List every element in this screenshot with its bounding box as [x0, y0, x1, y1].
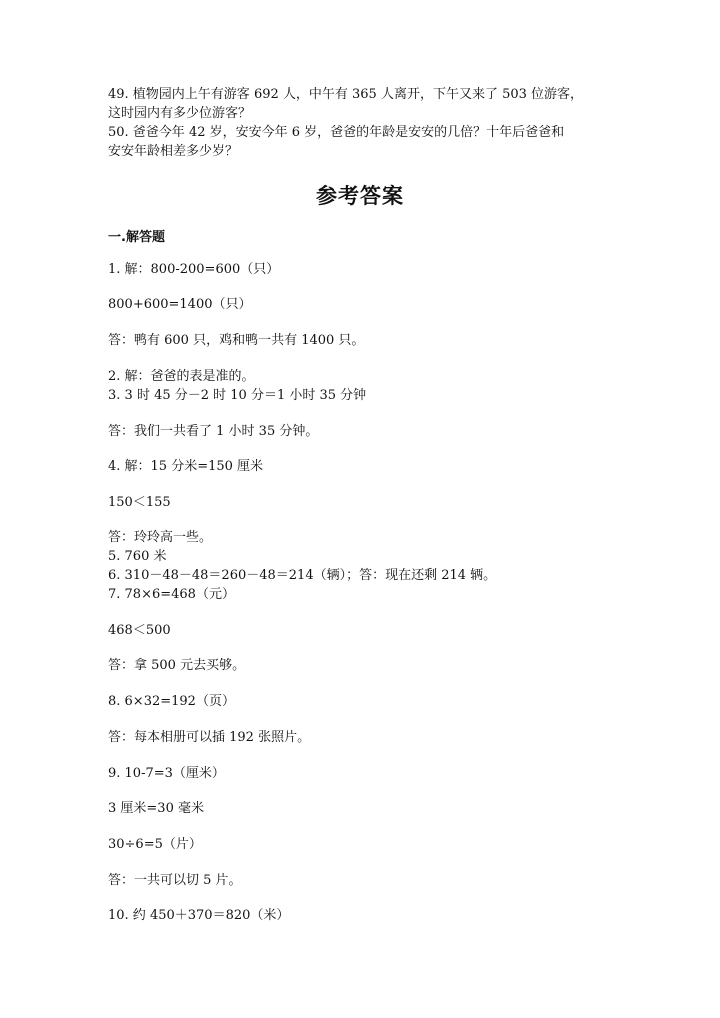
answer-line: 468＜500 — [108, 623, 171, 638]
answer-line: 答：玲玲高一些。 — [108, 530, 213, 545]
answer-line: 30÷6=5（片） — [108, 837, 202, 852]
question-50-line-2: 安安年龄相差多少岁？ — [108, 144, 239, 159]
answer-line: 答：鸭有 600 只，鸡和鸭一共有 1400 只。 — [108, 333, 365, 348]
answer-line: 800+600=1400（只） — [108, 297, 252, 312]
answer-line: 9. 10-7=3（厘米） — [108, 766, 225, 781]
answer-line: 答：一共可以切 5 片。 — [108, 873, 242, 888]
answer-line: 150＜155 — [108, 495, 171, 510]
answer-line: 2. 解：爸爸的表是准的。 — [108, 369, 255, 384]
answer-line: 答：拿 500 元去买够。 — [108, 658, 246, 673]
answer-line: 答：每本相册可以插 192 张照片。 — [108, 730, 311, 745]
answer-line: 6. 310－48－48＝260－48＝214（辆）；答：现在还剩 214 辆。 — [108, 568, 497, 583]
answer-line: 答：我们一共看了 1 小时 35 分钟。 — [108, 424, 319, 439]
answer-line: 3 厘米=30 毫米 — [108, 801, 204, 816]
question-49-line-1: 49. 植物园内上午有游客 692 人，中午有 365 人离开，下午又来了 503 位游客， — [108, 87, 584, 102]
question-49-line-2: 这时园内有多少位游客？ — [108, 106, 252, 121]
section-heading: 一.解答题 — [108, 230, 165, 245]
answer-line: 4. 解：15 分米=150 厘米 — [108, 459, 264, 474]
answer-line: 8. 6×32=192（页） — [108, 694, 235, 709]
question-50-line-1: 50. 爸爸今年 42 岁，安安今年 6 岁，爸爸的年龄是安安的几倍？十年后爸爸和 — [108, 125, 565, 140]
answer-line: 10. 约 450＋370＝820（米） — [108, 908, 290, 923]
answer-line: 3. 3 时 45 分－2 时 10 分＝1 小时 35 分钟 — [108, 388, 367, 403]
answer-key-title: 参考答案 — [316, 184, 404, 208]
answer-line: 5. 760 米 — [108, 549, 167, 564]
answer-line: 1. 解：800-200=600（只） — [108, 262, 280, 277]
answer-line: 7. 78×6=468（元） — [108, 587, 235, 602]
